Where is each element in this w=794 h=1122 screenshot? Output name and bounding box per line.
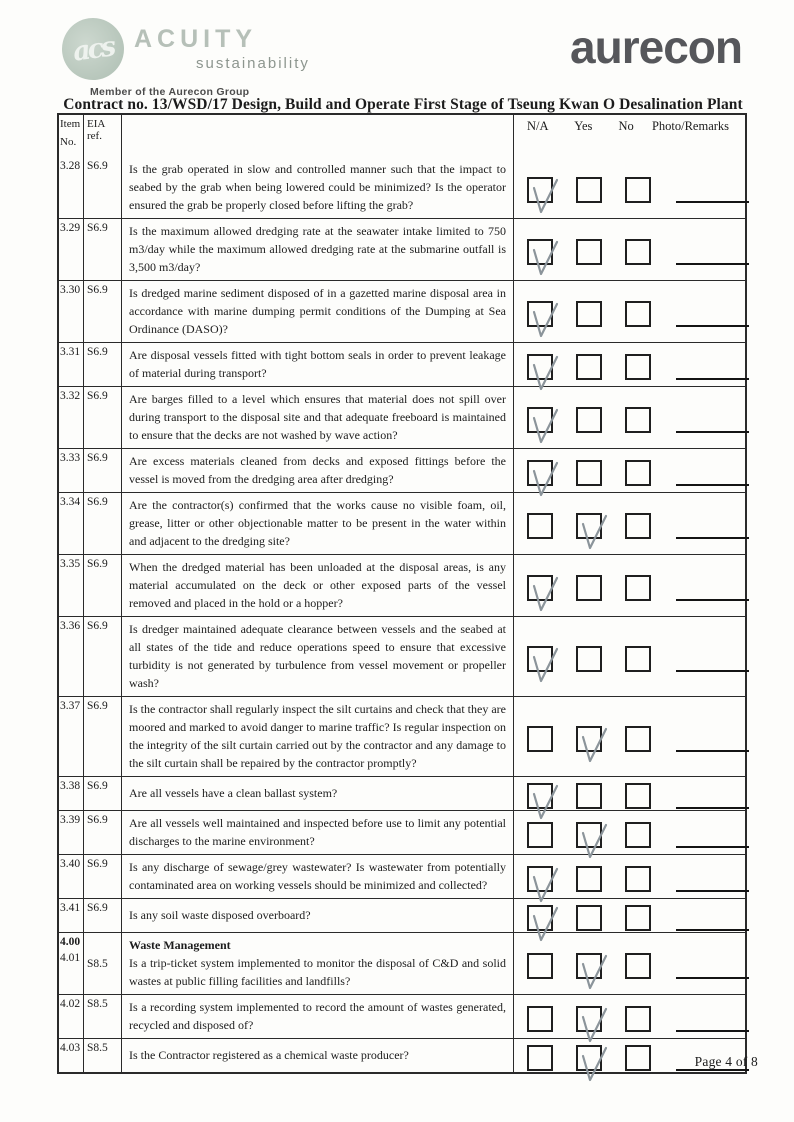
no-checkbox[interactable]	[625, 905, 651, 931]
item-no: 3.36	[60, 620, 81, 632]
no-checkbox[interactable]	[625, 239, 651, 265]
header-item-line2: No.	[60, 136, 77, 148]
yes-checkbox[interactable]	[576, 866, 602, 892]
answer-cell	[513, 219, 749, 280]
answer-cell	[513, 555, 749, 616]
item-no-cell	[59, 493, 83, 554]
header-yes-label: Yes	[574, 119, 593, 133]
page-number: Page 4 of 8	[694, 1054, 758, 1069]
answer-cell	[513, 343, 749, 386]
item-no: 4.00	[60, 936, 81, 948]
question-cell	[121, 343, 513, 386]
eia-ref-cell	[83, 387, 121, 448]
item-no-cell	[59, 1039, 83, 1072]
item-no: 3.39	[60, 814, 81, 826]
eia-ref-cell	[83, 493, 121, 554]
eia-ref-cell	[83, 697, 121, 776]
question-text: Is any soil waste disposed overboard?	[129, 908, 311, 922]
question-cell	[121, 777, 513, 810]
item-no: 3.29	[60, 222, 81, 234]
remarks-line	[676, 977, 749, 979]
item-no: 4.02	[60, 998, 81, 1010]
na-checkbox[interactable]	[527, 301, 553, 327]
na-checkbox[interactable]	[527, 822, 553, 848]
question-cell	[121, 555, 513, 616]
item-no: 3.31	[60, 346, 81, 358]
item-no-cell	[59, 449, 83, 492]
eia-ref-cell	[83, 281, 121, 342]
answer-cell	[513, 697, 749, 776]
na-checkbox[interactable]	[527, 407, 553, 433]
remarks-line	[676, 431, 749, 433]
question-text: Are all vessels have a clean ballast system?	[129, 786, 338, 800]
eia-ref-cell	[83, 777, 121, 810]
item-no-cell	[59, 811, 83, 854]
table-row	[59, 218, 745, 280]
header-no-label: No	[618, 119, 634, 133]
question-cell	[121, 281, 513, 342]
na-checkbox[interactable]	[527, 905, 553, 931]
na-checkbox[interactable]	[527, 354, 553, 380]
item-no-cell	[59, 899, 83, 932]
no-checkbox[interactable]	[625, 460, 651, 486]
table-row	[59, 696, 745, 776]
table-row	[59, 448, 745, 492]
question-cell	[121, 995, 513, 1038]
item-no-cell	[59, 281, 83, 342]
eia-ref: S6.9	[87, 452, 108, 464]
aurecon-logo: aurecon	[570, 21, 742, 73]
answer-cell	[513, 995, 749, 1038]
yes-checkbox[interactable]	[576, 407, 602, 433]
question-cell	[121, 1039, 513, 1072]
item-no-cell	[59, 697, 83, 776]
no-checkbox[interactable]	[625, 953, 651, 979]
na-checkbox[interactable]	[527, 783, 553, 809]
no-checkbox[interactable]	[625, 1045, 651, 1071]
handwritten-tick-icon	[525, 299, 563, 339]
answer-cell	[513, 899, 749, 932]
table-row	[59, 280, 745, 342]
question-cell	[121, 933, 513, 994]
header-question	[121, 115, 513, 157]
table-row	[59, 157, 745, 218]
eia-ref: S8.5	[87, 998, 108, 1010]
acuity-logo-name: ACUITY	[134, 24, 258, 53]
eia-ref-cell	[83, 617, 121, 696]
eia-ref: S6.9	[87, 620, 108, 632]
yes-checkbox[interactable]	[576, 460, 602, 486]
table-row	[59, 932, 745, 994]
table-row	[59, 342, 745, 386]
eia-ref: S6.9	[87, 284, 108, 296]
question-cell	[121, 697, 513, 776]
header-remarks-label: Photo/Remarks	[651, 119, 730, 133]
answer-cell	[513, 933, 749, 994]
checklist-table	[57, 113, 747, 1074]
question-text: Is the Contractor registered as a chemical waste producer?	[129, 1048, 409, 1062]
eia-ref-cell	[83, 995, 121, 1038]
item-no: 3.30	[60, 284, 81, 296]
yes-checkbox[interactable]	[576, 905, 602, 931]
section-title: Waste Management	[129, 938, 231, 952]
remarks-line	[676, 599, 749, 601]
eia-ref: S6.9	[87, 858, 108, 870]
question-text: Are barges filled to a level which ensures that material does not spill over during transport to the disposal site and that adequate freeboard is maintained to ensure that the decks are not washed by wave action?	[129, 392, 506, 442]
question-cell	[121, 899, 513, 932]
eia-ref-cell	[83, 811, 121, 854]
yes-checkbox[interactable]	[576, 646, 602, 672]
question-cell	[121, 449, 513, 492]
item-no: 3.37	[60, 700, 81, 712]
table-header-row	[59, 115, 745, 157]
question-text: Are disposal vessels fitted with tight bottom seals in order to prevent leakage of material during transport?	[129, 348, 506, 380]
item-no: 3.32	[60, 390, 81, 402]
eia-ref-cell	[83, 1039, 121, 1072]
header-na-label: N/A	[527, 119, 549, 133]
item-no: 4.01	[60, 952, 81, 964]
na-checkbox[interactable]	[527, 646, 553, 672]
remarks-line	[676, 484, 749, 486]
na-checkbox[interactable]	[527, 1006, 553, 1032]
yes-checkbox[interactable]	[576, 783, 602, 809]
eia-ref-cell	[83, 157, 121, 218]
handwritten-tick-icon	[574, 951, 612, 991]
yes-checkbox[interactable]	[576, 354, 602, 380]
remarks-line	[676, 1030, 749, 1032]
handwritten-tick-icon	[574, 724, 612, 764]
remarks-line	[676, 537, 749, 539]
eia-ref: S6.9	[87, 558, 108, 570]
yes-checkbox[interactable]	[576, 953, 602, 979]
eia-ref-cell	[83, 855, 121, 898]
no-checkbox[interactable]	[625, 822, 651, 848]
remarks-line	[676, 846, 749, 848]
table-row	[59, 854, 745, 898]
question-cell	[121, 219, 513, 280]
eia-ref: S8.5	[87, 958, 108, 970]
item-no-cell	[59, 555, 83, 616]
na-checkbox[interactable]	[527, 513, 553, 539]
handwritten-tick-icon	[574, 1043, 612, 1083]
checklist-body	[59, 157, 745, 1072]
item-no: 4.03	[60, 1042, 81, 1054]
answer-cell	[513, 617, 749, 696]
yes-checkbox[interactable]	[576, 239, 602, 265]
item-no: 3.33	[60, 452, 81, 464]
eia-ref: S6.9	[87, 700, 108, 712]
table-row	[59, 1038, 745, 1072]
item-no-cell	[59, 157, 83, 218]
yes-checkbox[interactable]	[576, 1006, 602, 1032]
no-checkbox[interactable]	[625, 177, 651, 203]
table-row	[59, 776, 745, 810]
answer-cell	[513, 281, 749, 342]
question-text: Are excess materials cleaned from decks and exposed fittings before the vessel is moved from the dredging area after dredging?	[129, 454, 506, 486]
eia-ref: S8.5	[87, 1042, 108, 1054]
table-row	[59, 386, 745, 448]
handwritten-tick-icon	[525, 864, 563, 904]
item-no-cell	[59, 219, 83, 280]
acuity-logo-subtitle: sustainability	[196, 54, 310, 72]
question-text: Is the contractor shall regularly inspect the silt curtains and check that they are moored and marked to avoid danger to marine traffic? Is regular inspection on the integrity of the silt curtain carried out by the contractor and any damage to the silt curtain shall be repaired by the contractor promptly?	[129, 702, 506, 770]
item-no-cell	[59, 387, 83, 448]
header-item-no	[59, 115, 83, 157]
handwritten-tick-icon	[574, 1004, 612, 1044]
question-text: Is the grab operated in slow and controlled manner such that the impact to seabed by the grab when being lowered could be minimized? Is the operator ensured the grab be properly closed before lifting the grab?	[129, 162, 506, 212]
no-checkbox[interactable]	[625, 1006, 651, 1032]
handwritten-tick-icon	[525, 458, 563, 498]
handwritten-tick-icon	[574, 511, 612, 551]
question-cell	[121, 493, 513, 554]
yes-checkbox[interactable]	[576, 822, 602, 848]
eia-ref-cell	[83, 933, 121, 994]
handwritten-tick-icon	[525, 352, 563, 392]
na-checkbox[interactable]	[527, 239, 553, 265]
question-text: Is dredged marine sediment disposed of in a gazetted marine disposal area in accordance with marine dumping permit conditions of the Dumping at Sea Ordinance (DASO)?	[129, 286, 506, 336]
table-row	[59, 616, 745, 696]
header-eia-ref: EIA ref.	[83, 115, 121, 157]
eia-ref: S6.9	[87, 780, 108, 792]
eia-ref: S6.9	[87, 390, 108, 402]
header-item-line1: Item	[60, 118, 81, 130]
yes-checkbox[interactable]	[576, 177, 602, 203]
yes-checkbox[interactable]	[576, 726, 602, 752]
no-checkbox[interactable]	[625, 866, 651, 892]
question-cell	[121, 811, 513, 854]
table-row	[59, 810, 745, 854]
answer-cell	[513, 157, 749, 218]
table-row	[59, 994, 745, 1038]
handwritten-tick-icon	[525, 237, 563, 277]
table-row	[59, 492, 745, 554]
eia-ref-cell	[83, 219, 121, 280]
question-cell	[121, 617, 513, 696]
question-cell	[121, 157, 513, 218]
no-checkbox[interactable]	[625, 646, 651, 672]
na-checkbox[interactable]	[527, 460, 553, 486]
item-no-cell	[59, 933, 83, 994]
na-checkbox[interactable]	[527, 866, 553, 892]
no-checkbox[interactable]	[625, 407, 651, 433]
eia-ref-cell	[83, 449, 121, 492]
question-text: Are the contractor(s) confirmed that the works cause no visible foam, oil, grease, litter or other objectionable matter to be present in the water within and adjacent to the dredging site?	[129, 498, 506, 548]
document-title: Contract no. 13/WSD/17 Design, Build and Operate First Stage of Tseung Kwan O Desalination Plant	[63, 96, 743, 113]
eia-ref: S6.9	[87, 814, 108, 826]
answer-cell	[513, 777, 749, 810]
na-checkbox[interactable]	[527, 953, 553, 979]
acuity-logo	[62, 18, 322, 98]
answer-cell	[513, 855, 749, 898]
no-checkbox[interactable]	[625, 301, 651, 327]
item-no: 3.41	[60, 902, 81, 914]
item-no-cell	[59, 343, 83, 386]
na-checkbox[interactable]	[527, 726, 553, 752]
question-text: Is the maximum allowed dredging rate at the seawater intake limited to 750 m3/day while the maximum allowed dredging rate at the submarine outfall is 3,500 m3/day?	[129, 224, 506, 274]
answer-cell	[513, 493, 749, 554]
question-text: Are all vessels well maintained and inspected before use to limit any potential discharges to the marine environment?	[129, 816, 506, 848]
remarks-line	[676, 670, 749, 672]
table-row	[59, 554, 745, 616]
remarks-line	[676, 378, 749, 380]
no-checkbox[interactable]	[625, 783, 651, 809]
question-cell	[121, 387, 513, 448]
yes-checkbox[interactable]	[576, 513, 602, 539]
handwritten-tick-icon	[574, 820, 612, 860]
remarks-line	[676, 201, 749, 203]
item-no-cell	[59, 995, 83, 1038]
item-no: 3.38	[60, 780, 81, 792]
na-checkbox[interactable]	[527, 177, 553, 203]
question-text: Is dredger maintained adequate clearance between vessels and the seabed at all states of the tide and reduce operations speed to ensure that excessive turbidity is not generated by turbulence from vessel movement or propeller wash?	[129, 622, 506, 690]
remarks-line	[676, 263, 749, 265]
remarks-line	[676, 929, 749, 931]
remarks-line	[676, 807, 749, 809]
handwritten-tick-icon	[525, 573, 563, 613]
no-checkbox[interactable]	[625, 354, 651, 380]
yes-checkbox[interactable]	[576, 301, 602, 327]
no-checkbox[interactable]	[625, 726, 651, 752]
handwritten-tick-icon	[525, 405, 563, 445]
item-no-cell	[59, 777, 83, 810]
item-no-cell	[59, 855, 83, 898]
acuity-monogram-icon: acs	[58, 14, 128, 84]
item-no-cell	[59, 617, 83, 696]
handwritten-tick-icon	[525, 175, 563, 215]
eia-ref: S6.9	[87, 496, 108, 508]
na-checkbox[interactable]	[527, 575, 553, 601]
remarks-line	[676, 325, 749, 327]
eia-ref: S6.9	[87, 346, 108, 358]
eia-ref-cell	[83, 555, 121, 616]
question-cell	[121, 855, 513, 898]
header-answers	[513, 115, 745, 157]
item-no: 3.35	[60, 558, 81, 570]
question-text: Is any discharge of sewage/grey wastewater? Is wastewater from potentially contaminated area on working vessels should be minimized and collected?	[129, 860, 506, 892]
handwritten-tick-icon	[525, 644, 563, 684]
question-text: Is a trip-ticket system implemented to monitor the disposal of C&D and solid wastes at public filling facilities and landfills?	[129, 956, 506, 988]
eia-ref-cell	[83, 899, 121, 932]
yes-checkbox[interactable]	[576, 575, 602, 601]
remarks-line	[676, 750, 749, 752]
yes-checkbox[interactable]	[576, 1045, 602, 1071]
table-row	[59, 898, 745, 932]
answer-cell	[513, 387, 749, 448]
eia-ref-cell	[83, 343, 121, 386]
question-text: When the dredged material has been unloaded at the disposal areas, is any material accumulated on the deck or other exposed parts of the vessel removed and placed in the hold or a hopper?	[129, 560, 506, 610]
item-no: 3.34	[60, 496, 81, 508]
acuity-tagline: Member of the Aurecon Group	[90, 86, 250, 98]
no-checkbox[interactable]	[625, 513, 651, 539]
eia-ref: S6.9	[87, 222, 108, 234]
answer-cell	[513, 811, 749, 854]
answer-cell	[513, 449, 749, 492]
no-checkbox[interactable]	[625, 575, 651, 601]
na-checkbox[interactable]	[527, 1045, 553, 1071]
item-no: 3.40	[60, 858, 81, 870]
eia-ref: S6.9	[87, 902, 108, 914]
question-text: Is a recording system implemented to record the amount of wastes generated, recycled and disposed of?	[129, 1000, 506, 1032]
eia-ref: S6.9	[87, 160, 108, 172]
item-no: 3.28	[60, 160, 81, 172]
remarks-line	[676, 890, 749, 892]
